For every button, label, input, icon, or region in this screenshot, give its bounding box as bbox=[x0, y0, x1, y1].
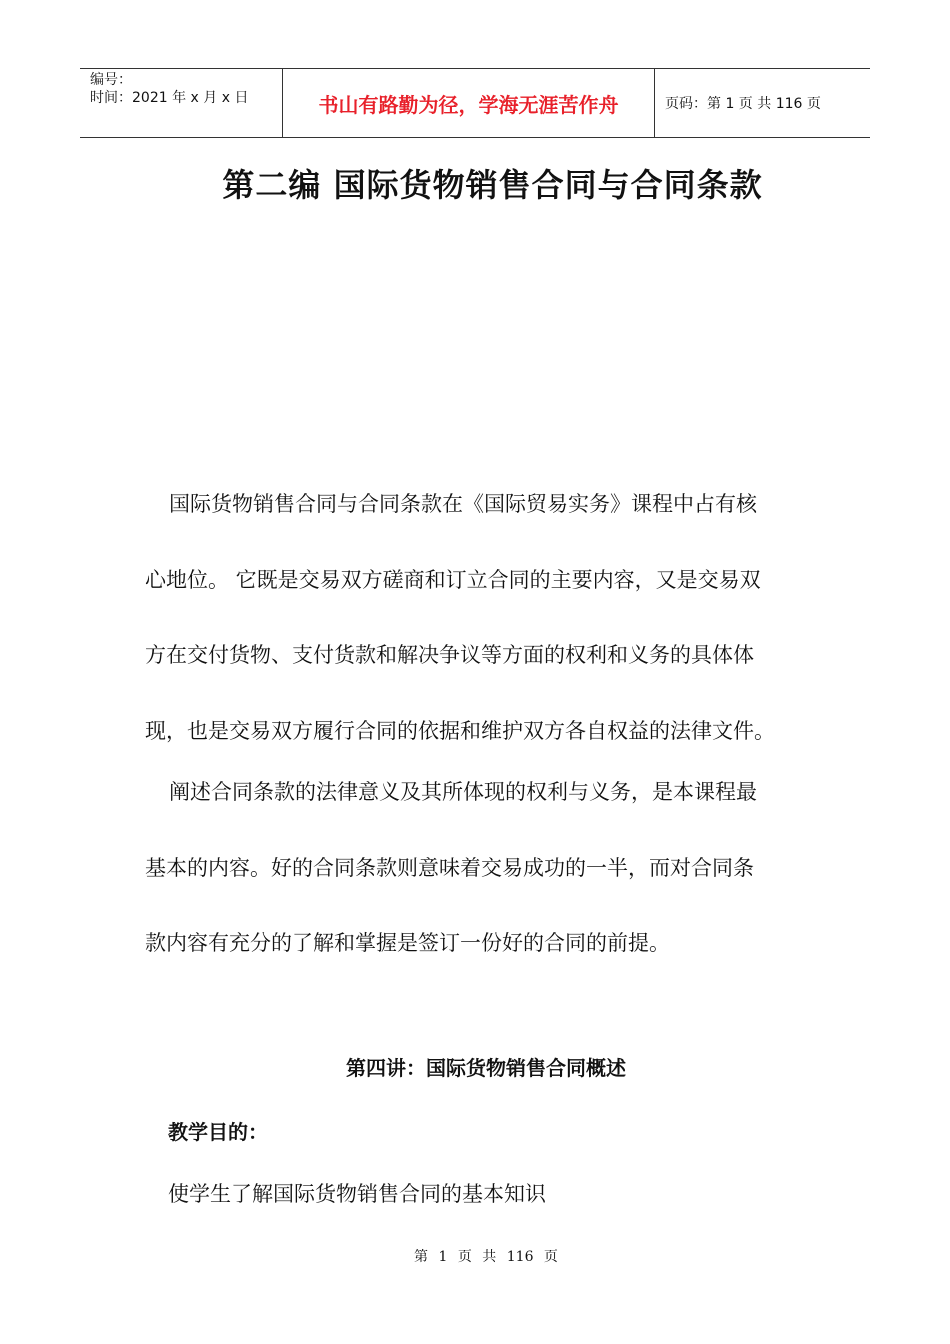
paragraph-1-line: 心地位。 它既是交易双方磋商和订立合同的主要内容，又是交易双 bbox=[145, 568, 761, 592]
objective-label: 教学目的： bbox=[168, 1120, 268, 1144]
paragraph-1-line: 国际货物销售合同与合同条款在《国际贸易实务》课程中占有核 bbox=[169, 492, 757, 516]
document-title: 第二编 国际货物销售合同与合同条款 bbox=[222, 166, 763, 204]
paragraph-1-line: 方在交付货物、支付货款和解决争议等方面的权利和义务的具体体 bbox=[145, 643, 754, 667]
page-footer: 第 1 页 共 116 页 bbox=[414, 1249, 558, 1265]
section-title: 第四讲：国际货物销售合同概述 bbox=[346, 1056, 626, 1080]
paragraph-2-line: 款内容有充分的了解和掌握是签订一份好的合同的前提。 bbox=[145, 931, 670, 955]
paragraph-2-line: 基本的内容。好的合同条款则意味着交易成功的一半，而对合同条 bbox=[145, 856, 754, 880]
header-number-label: 编号： bbox=[90, 72, 132, 88]
header-time-label: 时间：2021 年 x 月 x 日 bbox=[90, 90, 249, 106]
header-page-info: 页码：第 1 页 共 116 页 bbox=[665, 96, 821, 112]
objective-text: 使学生了解国际货物销售合同的基本知识 bbox=[168, 1182, 546, 1206]
paragraph-1-line: 现，也是交易双方履行合同的依据和维护双方各自权益的法律文件。 bbox=[145, 719, 775, 743]
header-meta bbox=[80, 69, 282, 137]
page-header bbox=[80, 68, 870, 138]
header-motto: 书山有路勤为径，学海无涯苦作舟 bbox=[282, 69, 655, 137]
paragraph-2-line: 阐述合同条款的法律意义及其所体现的权利与义务，是本课程最 bbox=[169, 780, 757, 804]
